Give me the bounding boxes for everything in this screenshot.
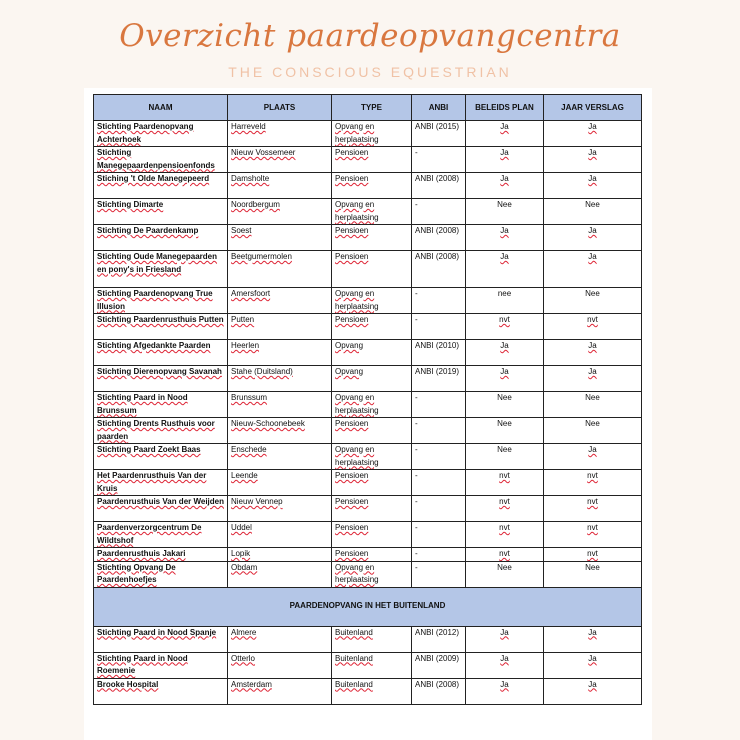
cell-jaarverslag: Nee xyxy=(544,392,642,418)
cell-type: Pensioen xyxy=(332,496,412,522)
cell-plaats: Heerlen xyxy=(228,340,332,366)
cell-anbi: - xyxy=(412,444,466,470)
cell-anbi: ANBI (2019) xyxy=(412,366,466,392)
cell-plaats: Lopik xyxy=(228,548,332,562)
cell-beleidsplan: Ja xyxy=(466,251,544,288)
cell-anbi: - xyxy=(412,418,466,444)
cell-naam: Stichting Afgedankte Paarden xyxy=(94,340,228,366)
cell-naam: Stichting Paard in Nood Roemenie xyxy=(94,652,228,678)
cell-beleidsplan: Ja xyxy=(466,121,544,147)
cell-naam: Stichting Paardenopvang Achterhoek xyxy=(94,121,228,147)
column-header-anbi: ANBI xyxy=(412,95,466,121)
cell-naam: Stichting Drents Rusthuis voor paarden xyxy=(94,418,228,444)
cell-plaats: Nieuw Vennep xyxy=(228,496,332,522)
cell-jaarverslag: Nee xyxy=(544,561,642,587)
shelters-table xyxy=(93,94,642,705)
cell-plaats: Obdam xyxy=(228,561,332,587)
cell-anbi: - xyxy=(412,199,466,225)
cell-beleidsplan: Nee xyxy=(466,392,544,418)
cell-naam: Stichting Dimarte xyxy=(94,199,228,225)
cell-naam: Stichting Paardenopvang True Illusion xyxy=(94,288,228,314)
cell-anbi: ANBI (2008) xyxy=(412,173,466,199)
cell-plaats: Amsterdam xyxy=(228,678,332,704)
cell-jaarverslag: Ja xyxy=(544,251,642,288)
cell-jaarverslag: nvt xyxy=(544,470,642,496)
cell-beleidsplan: Ja xyxy=(466,147,544,173)
cell-beleidsplan: Ja xyxy=(466,652,544,678)
cell-type: Pensioen xyxy=(332,470,412,496)
cell-naam: Stichting De Paardenkamp xyxy=(94,225,228,251)
table-row xyxy=(94,652,642,678)
cell-type: Opvang en herplaatsing xyxy=(332,288,412,314)
cell-beleidsplan: nvt xyxy=(466,496,544,522)
cell-beleidsplan: Ja xyxy=(466,626,544,652)
cell-naam: Stichting Manegepaardenpensioenfonds xyxy=(94,147,228,173)
cell-beleidsplan: nvt xyxy=(466,314,544,340)
cell-plaats: Stahe (Duitsland) xyxy=(228,366,332,392)
cell-jaarverslag: Ja xyxy=(544,678,642,704)
cell-plaats: Beetgumermolen xyxy=(228,251,332,288)
table-row xyxy=(94,199,642,225)
table-row xyxy=(94,496,642,522)
cell-type: Opvang en herplaatsing xyxy=(332,199,412,225)
cell-type: Opvang en herplaatsing xyxy=(332,444,412,470)
cell-beleidsplan: Nee xyxy=(466,199,544,225)
table-body-netherlands xyxy=(94,121,642,588)
column-header-naam: NAAM xyxy=(94,95,228,121)
cell-anbi: ANBI (2010) xyxy=(412,340,466,366)
cell-naam: Stichting Opvang De Paardenhoefjes xyxy=(94,561,228,587)
table-row xyxy=(94,470,642,496)
table-row xyxy=(94,173,642,199)
cell-jaarverslag: nvt xyxy=(544,548,642,562)
cell-jaarverslag: nvt xyxy=(544,522,642,548)
cell-anbi: - xyxy=(412,392,466,418)
table-section-abroad xyxy=(94,587,642,626)
cell-anbi: ANBI (2008) xyxy=(412,678,466,704)
cell-type: Pensioen xyxy=(332,147,412,173)
cell-beleidsplan: Nee xyxy=(466,418,544,444)
table-body-abroad xyxy=(94,626,642,704)
cell-jaarverslag: Ja xyxy=(544,340,642,366)
cell-anbi: - xyxy=(412,548,466,562)
cell-jaarverslag: Ja xyxy=(544,444,642,470)
document-sheet xyxy=(84,88,652,740)
cell-plaats: Putten xyxy=(228,314,332,340)
cell-naam: Stichting Paard in Nood Spanje xyxy=(94,626,228,652)
column-header-plaats: PLAATS xyxy=(228,95,332,121)
cell-type: Buitenland xyxy=(332,652,412,678)
cell-jaarverslag: nvt xyxy=(544,314,642,340)
column-header-jaarverslag: JAAR VERSLAG xyxy=(544,95,642,121)
table-row xyxy=(94,121,642,147)
cell-jaarverslag: Ja xyxy=(544,366,642,392)
cell-jaarverslag: Ja xyxy=(544,652,642,678)
cell-plaats: Nieuw Vossemeer xyxy=(228,147,332,173)
cell-naam: Paardenverzorgcentrum De Wildtshof xyxy=(94,522,228,548)
cell-anbi: ANBI (2009) xyxy=(412,652,466,678)
cell-beleidsplan: Ja xyxy=(466,225,544,251)
cell-plaats: Noordbergum xyxy=(228,199,332,225)
cell-type: Pensioen xyxy=(332,522,412,548)
cell-anbi: - xyxy=(412,288,466,314)
cell-naam: Paardenrusthuis Jakari xyxy=(94,548,228,562)
table-row xyxy=(94,225,642,251)
cell-beleidsplan: nvt xyxy=(466,548,544,562)
cell-anbi: - xyxy=(412,561,466,587)
cell-anbi: ANBI (2008) xyxy=(412,225,466,251)
cell-type: Pensioen xyxy=(332,548,412,562)
cell-anbi: ANBI (2012) xyxy=(412,626,466,652)
table-row xyxy=(94,251,642,288)
cell-plaats: Nieuw-Schoonebeek xyxy=(228,418,332,444)
section-header-row xyxy=(94,587,642,626)
cell-type: Buitenland xyxy=(332,626,412,652)
cell-beleidsplan: nee xyxy=(466,288,544,314)
page-subtitle: THE CONSCIOUS EQUESTRIAN xyxy=(228,64,512,80)
cell-plaats: Almere xyxy=(228,626,332,652)
cell-jaarverslag: nvt xyxy=(544,496,642,522)
cell-type: Pensioen xyxy=(332,225,412,251)
section-title: PAARDENOPVANG IN HET BUITENLAND xyxy=(94,587,642,626)
cell-type: Pensioen xyxy=(332,314,412,340)
cell-naam: Paardenrusthuis Van der Weijden xyxy=(94,496,228,522)
table-row xyxy=(94,522,642,548)
table-row xyxy=(94,288,642,314)
cell-plaats: Amersfoort xyxy=(228,288,332,314)
cell-jaarverslag: Ja xyxy=(544,173,642,199)
table-row xyxy=(94,314,642,340)
table-row xyxy=(94,626,642,652)
table-row xyxy=(94,392,642,418)
cell-naam: Stichting Paard in Nood Brunssum xyxy=(94,392,228,418)
table-row xyxy=(94,366,642,392)
cell-type: Pensioen xyxy=(332,251,412,288)
cell-beleidsplan: Ja xyxy=(466,340,544,366)
cell-plaats: Harreveld xyxy=(228,121,332,147)
cell-beleidsplan: Ja xyxy=(466,173,544,199)
table-row xyxy=(94,548,642,562)
cell-naam: Het Paardenrusthuis Van der Kruis xyxy=(94,470,228,496)
cell-plaats: Damsholte xyxy=(228,173,332,199)
cell-anbi: - xyxy=(412,314,466,340)
cell-jaarverslag: Nee xyxy=(544,288,642,314)
cell-plaats: Enschede xyxy=(228,444,332,470)
cell-type: Pensioen xyxy=(332,418,412,444)
cell-jaarverslag: Ja xyxy=(544,225,642,251)
cell-type: Opvang xyxy=(332,366,412,392)
cell-type: Opvang en herplaatsing xyxy=(332,561,412,587)
cell-naam: Stichting Dierenopvang Savanah xyxy=(94,366,228,392)
cell-beleidsplan: Ja xyxy=(466,678,544,704)
column-header-beleidsplan: BELEIDS PLAN xyxy=(466,95,544,121)
cell-anbi: ANBI (2015) xyxy=(412,121,466,147)
cell-beleidsplan: Nee xyxy=(466,561,544,587)
cell-jaarverslag: Nee xyxy=(544,418,642,444)
cell-type: Opvang xyxy=(332,340,412,366)
cell-anbi: ANBI (2008) xyxy=(412,251,466,288)
cell-type: Opvang en herplaatsing xyxy=(332,121,412,147)
cell-jaarverslag: Nee xyxy=(544,199,642,225)
table-row xyxy=(94,561,642,587)
cell-anbi: - xyxy=(412,496,466,522)
cell-plaats: Brunssum xyxy=(228,392,332,418)
cell-plaats: Uddel xyxy=(228,522,332,548)
cell-anbi: - xyxy=(412,522,466,548)
cell-naam: Stichting Oude Manegepaarden en pony's in Friesland xyxy=(94,251,228,288)
cell-type: Buitenland xyxy=(332,678,412,704)
page-title: Overzicht paardeopvangcentra xyxy=(119,18,621,54)
table-row xyxy=(94,147,642,173)
cell-jaarverslag: Ja xyxy=(544,626,642,652)
table-row xyxy=(94,418,642,444)
column-header-type: TYPE xyxy=(332,95,412,121)
cell-anbi: - xyxy=(412,147,466,173)
table-header-row xyxy=(94,95,642,121)
cell-naam: Stiching 't Olde Manegepeerd xyxy=(94,173,228,199)
cell-beleidsplan: Ja xyxy=(466,366,544,392)
cell-jaarverslag: Ja xyxy=(544,121,642,147)
cell-plaats: Leende xyxy=(228,470,332,496)
cell-beleidsplan: nvt xyxy=(466,470,544,496)
cell-naam: Stichting Paardenrusthuis Putten xyxy=(94,314,228,340)
cell-anbi: - xyxy=(412,470,466,496)
table-row xyxy=(94,340,642,366)
cell-type: Opvang en herplaatsing xyxy=(332,392,412,418)
cell-beleidsplan: nvt xyxy=(466,522,544,548)
cell-plaats: Soest xyxy=(228,225,332,251)
cell-naam: Stichting Paard Zoekt Baas xyxy=(94,444,228,470)
cell-naam: Brooke Hospital xyxy=(94,678,228,704)
table-row xyxy=(94,444,642,470)
cell-jaarverslag: Ja xyxy=(544,147,642,173)
cell-type: Pensioen xyxy=(332,173,412,199)
cell-beleidsplan: Nee xyxy=(466,444,544,470)
cell-plaats: Otterlo xyxy=(228,652,332,678)
table-row xyxy=(94,678,642,704)
